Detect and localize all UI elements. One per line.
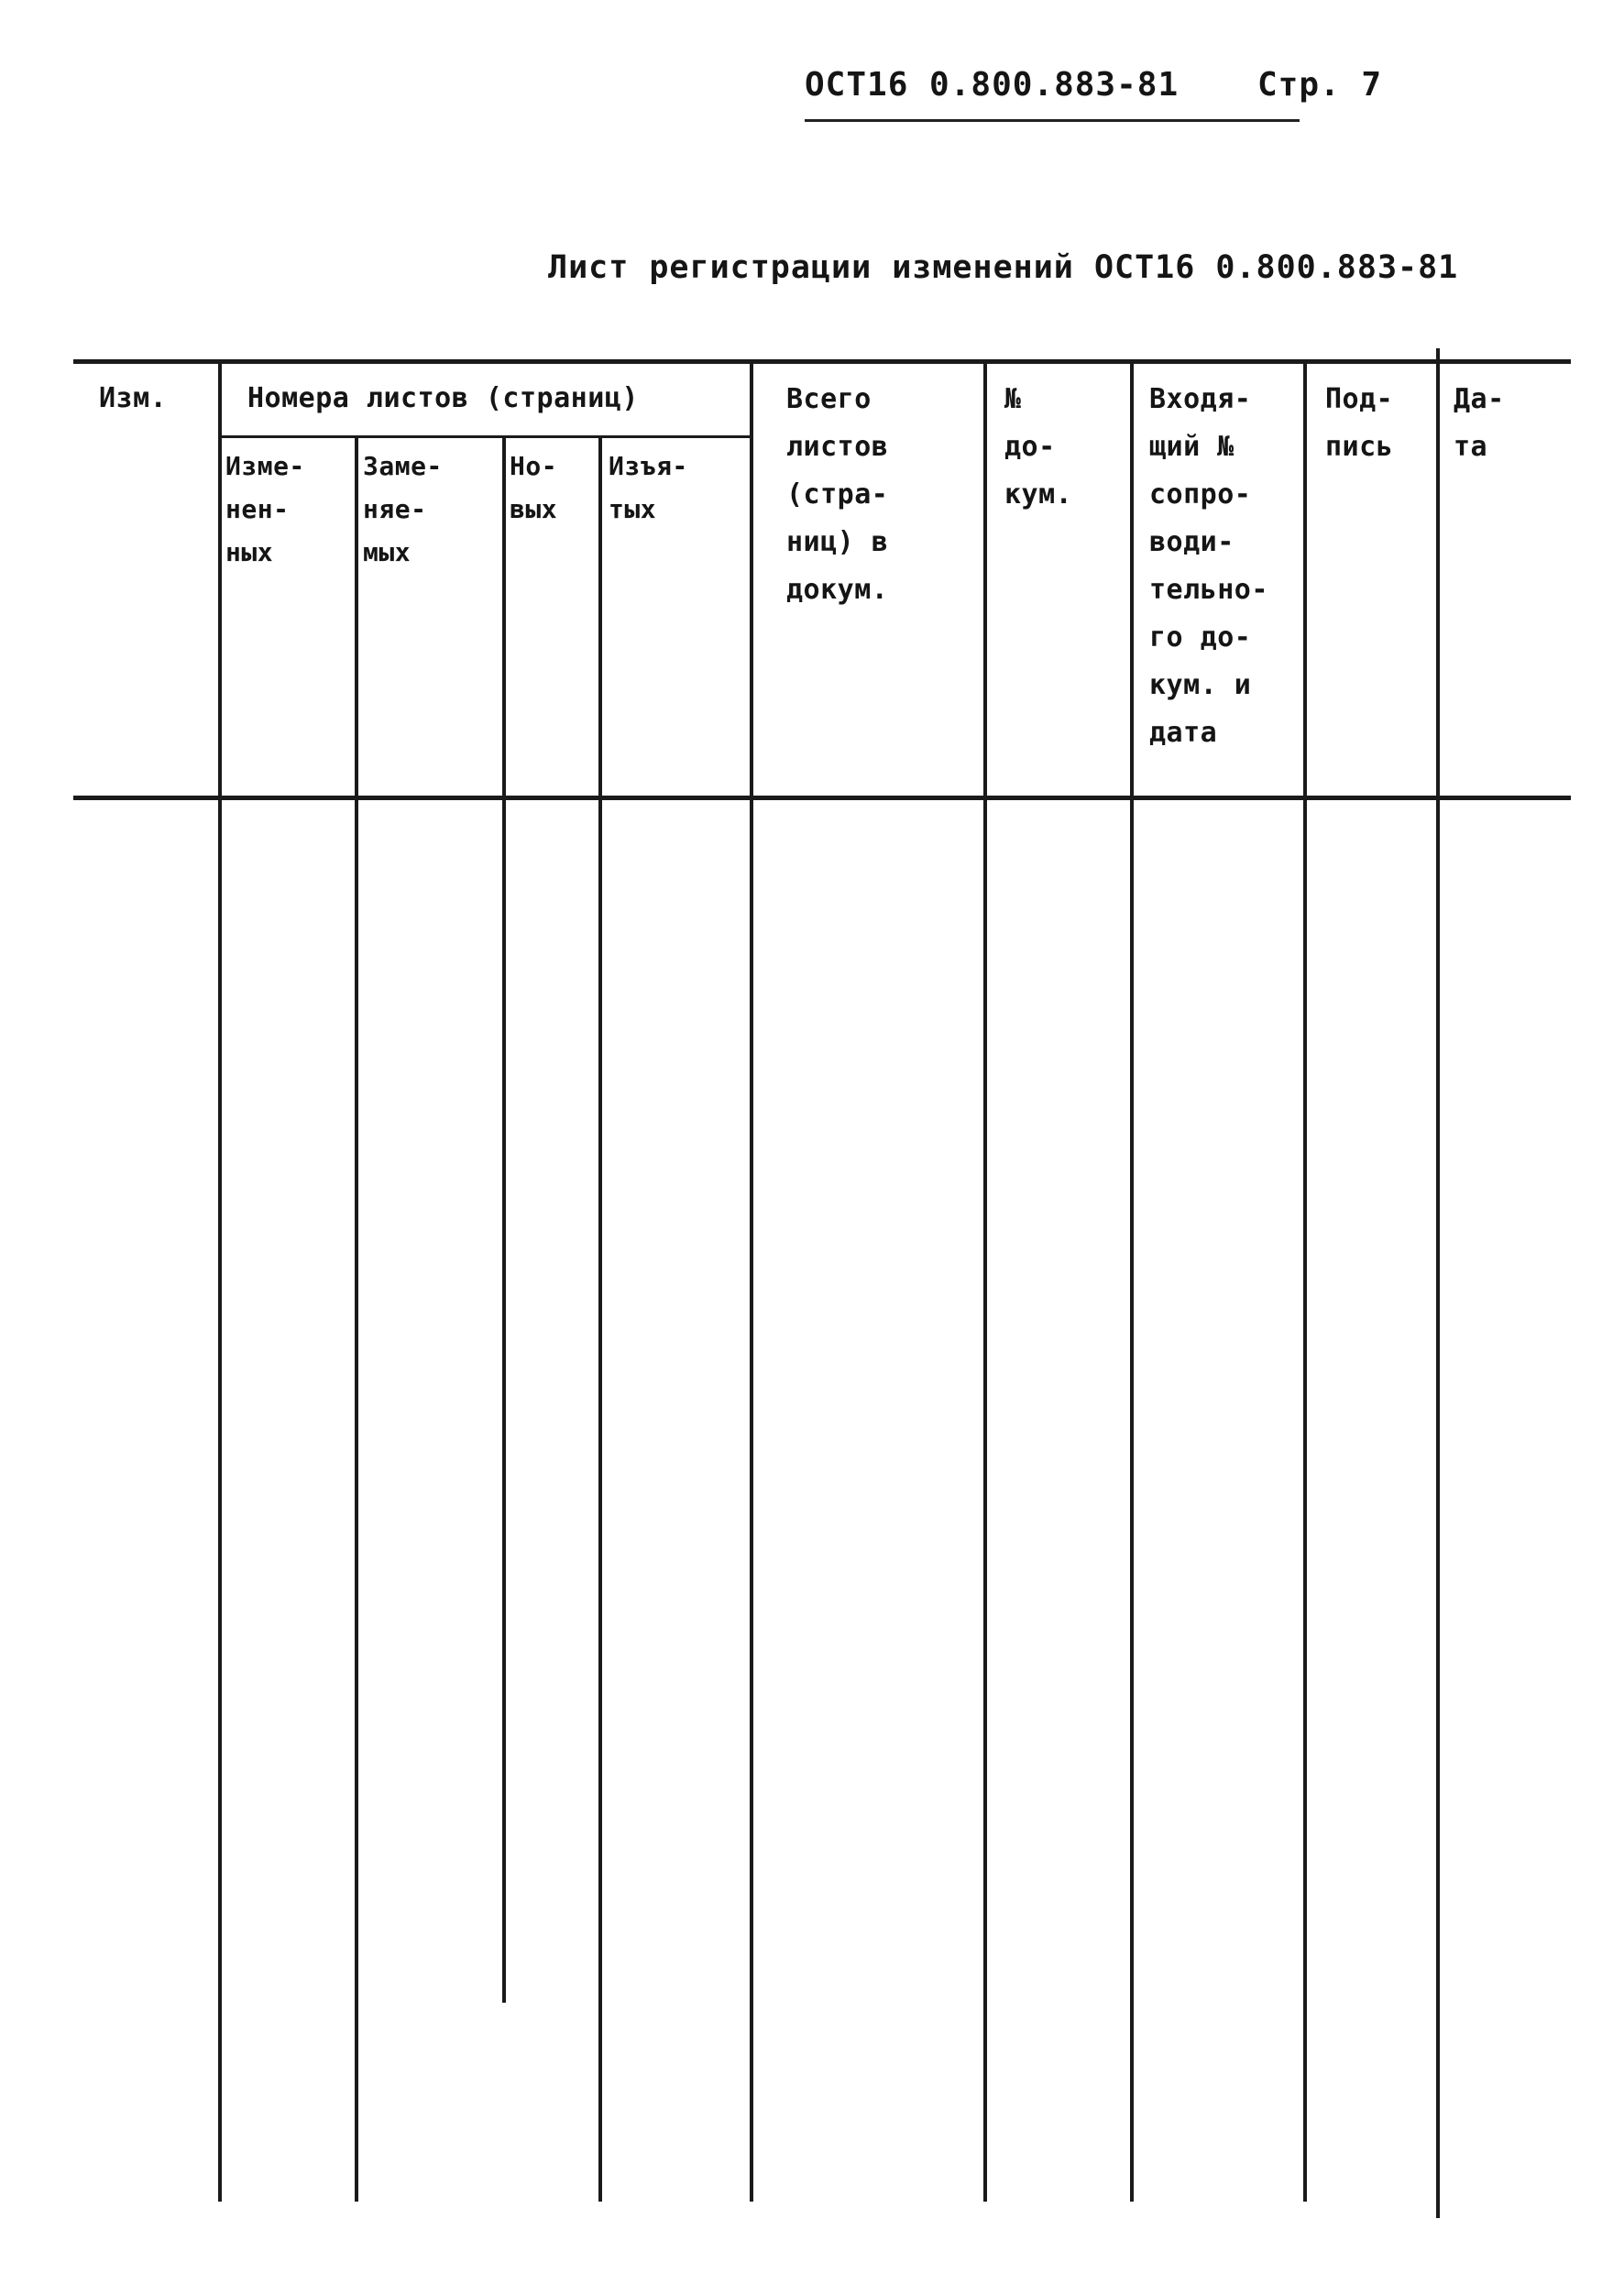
header-underline (805, 119, 1300, 122)
column-divider (1303, 361, 1307, 2202)
col-header-doc-number: № до- кум. (1004, 383, 1073, 511)
col-header-incoming-doc: Входя- щий № сопро- води- тельно- го до- кум. и дата (1149, 383, 1268, 749)
sheet-numbers-subrule (220, 435, 752, 438)
column-divider (218, 361, 222, 2202)
column-divider (355, 437, 358, 2202)
col-header-zamenyaemyh: Заме- няе- мых (363, 451, 443, 567)
col-header-izmenennyh: Изме- нен- ных (225, 451, 305, 567)
column-divider (1130, 361, 1134, 2202)
document-code: ОСТ16 0.800.883-81 (805, 66, 1180, 104)
col-header-sheet-numbers: Номера листов (страниц) (247, 382, 639, 414)
column-divider (983, 361, 987, 2202)
table-top-rule (73, 359, 1571, 364)
column-divider (1436, 348, 1440, 2218)
col-header-date: Да- та (1454, 383, 1505, 463)
column-divider (750, 361, 753, 2202)
column-divider (502, 437, 506, 2003)
col-header-signature: Под- пись (1325, 383, 1394, 463)
col-header-total-sheets: Всего листов (стра- ниц) в докум. (786, 383, 889, 606)
col-header-izm: Изм. (99, 382, 168, 414)
col-header-novyh: Но- вых (510, 451, 558, 524)
col-header-izyatyh: Изъя- тых (609, 451, 688, 524)
column-divider (598, 437, 602, 2202)
table-header-bottom-rule (73, 796, 1571, 800)
page-title: Лист регистрации изменений ОСТ16 0.800.883-81 (548, 249, 1459, 286)
page-number: Стр. 7 (1257, 66, 1383, 104)
